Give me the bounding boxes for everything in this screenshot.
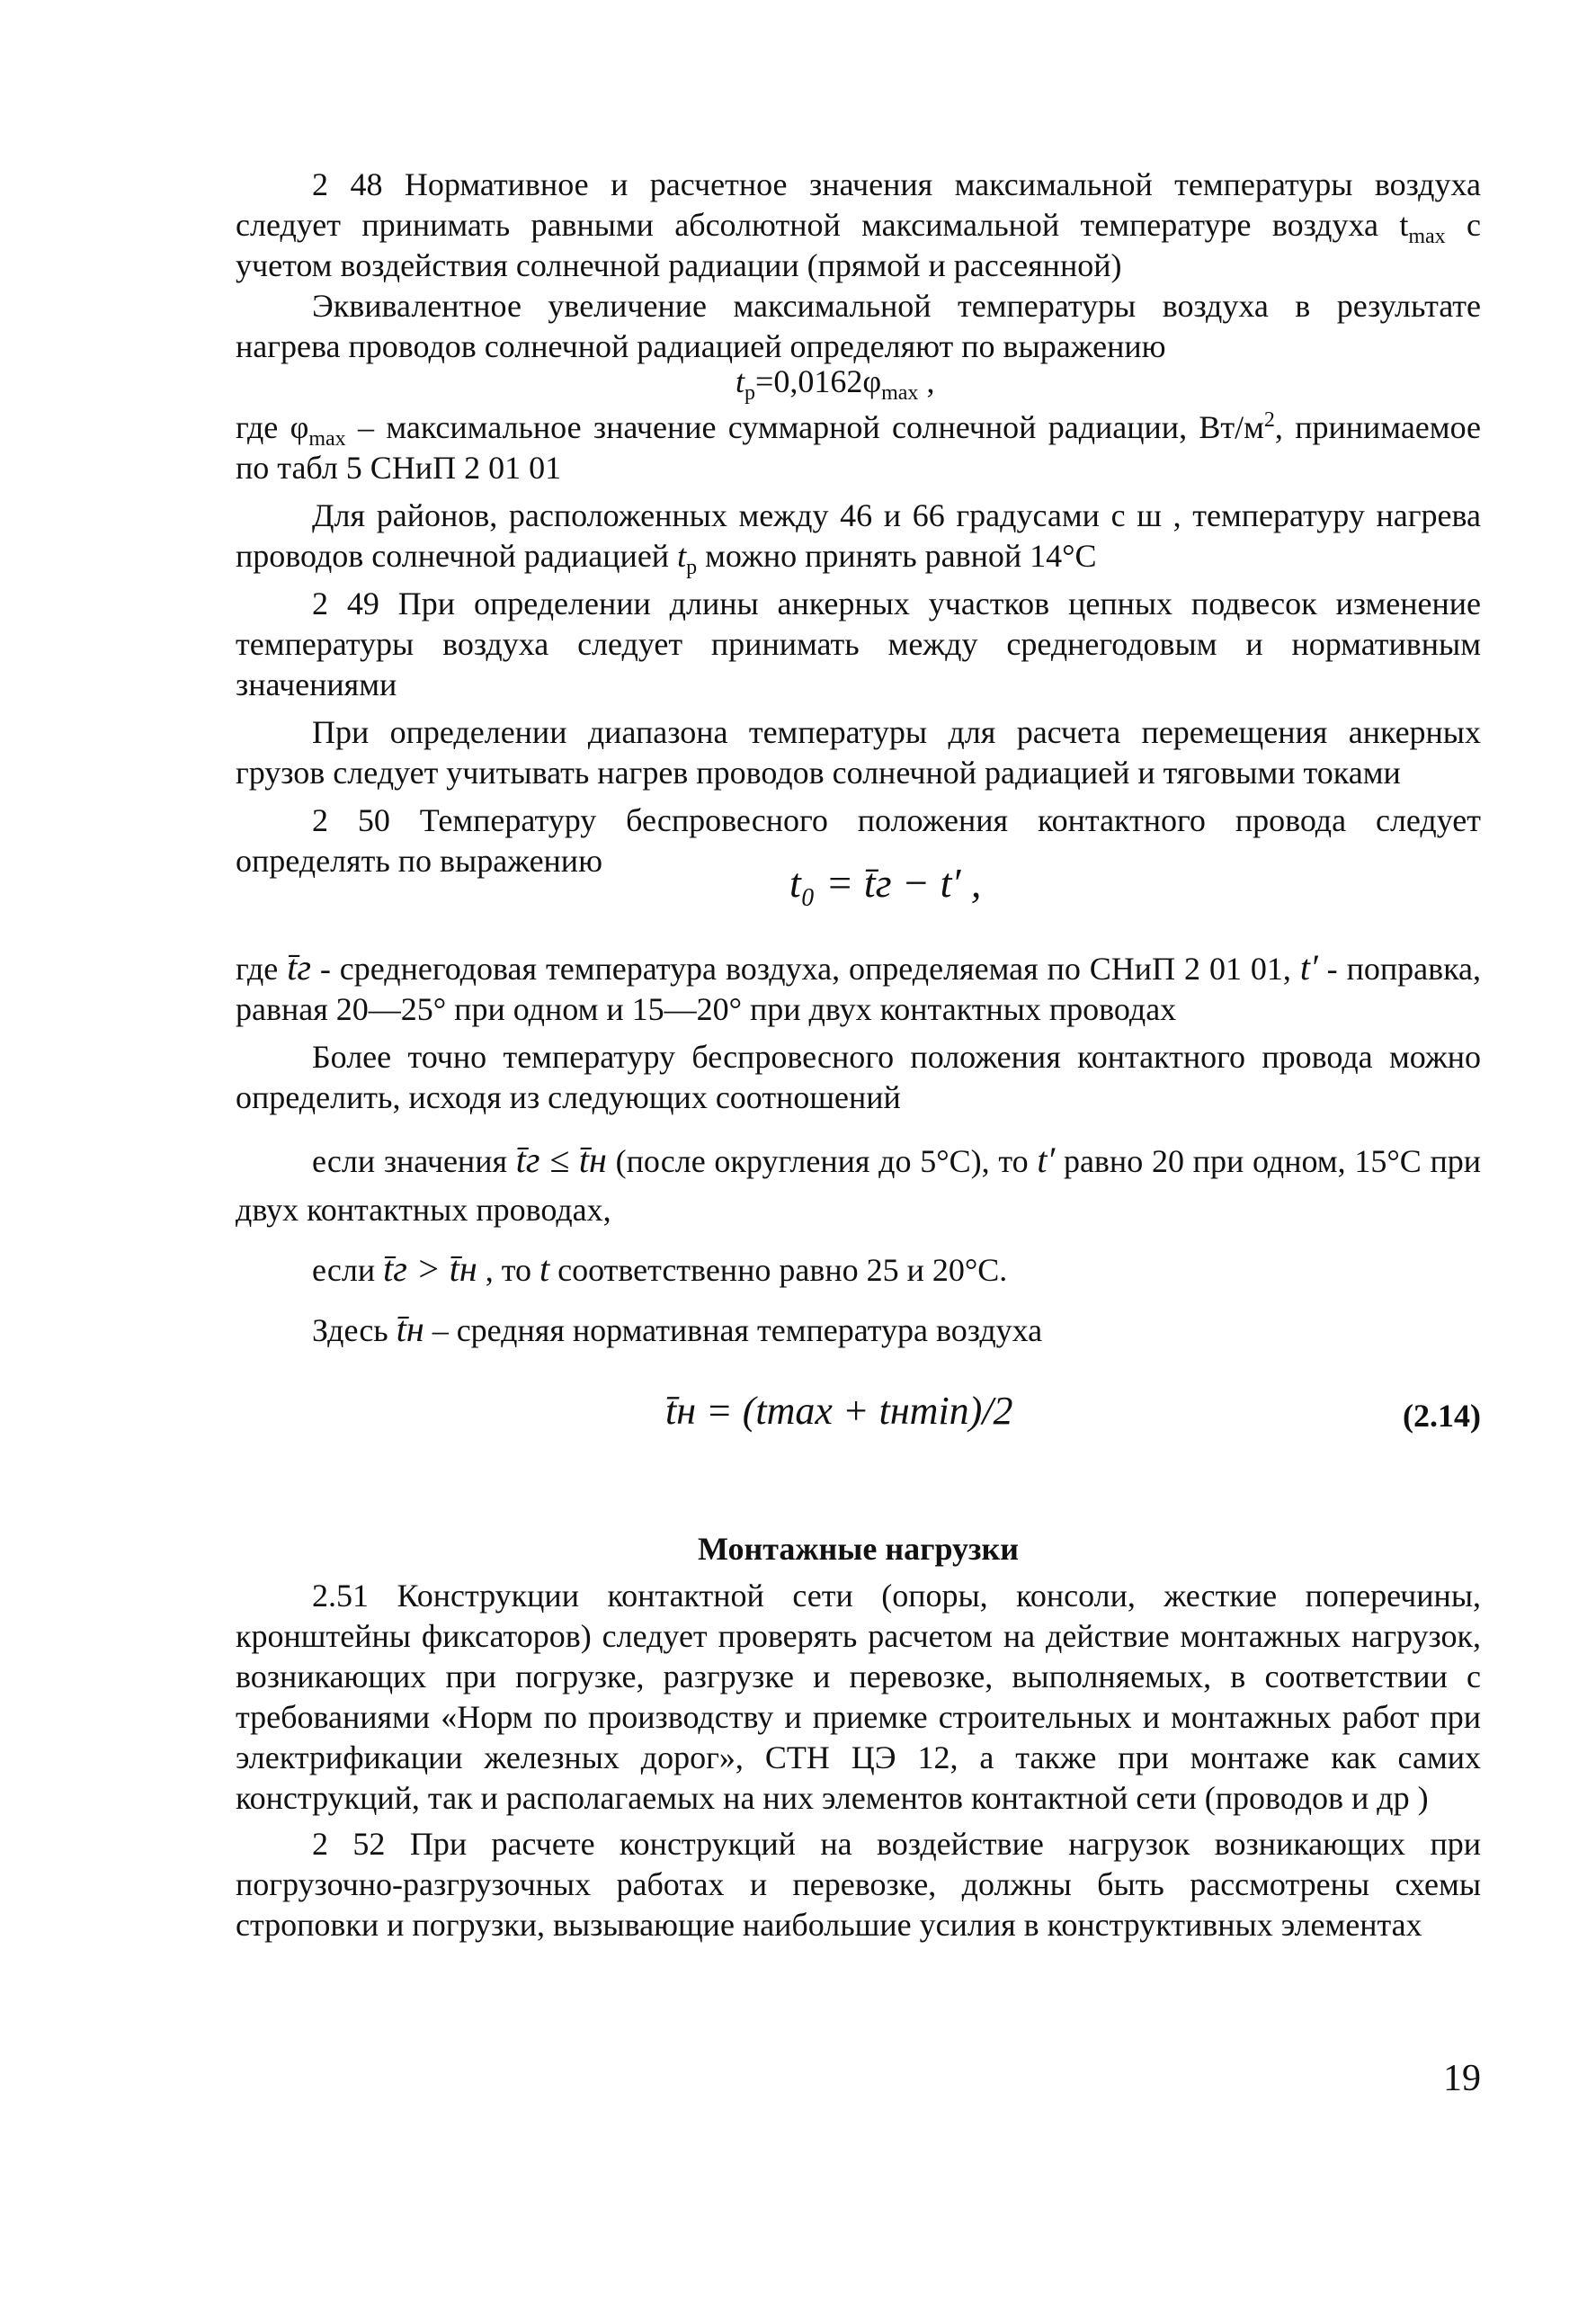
paragraph-here: Здесь t̄н – средняя нормативная температура воздуха	[312, 1309, 1043, 1349]
paragraph-2-48-c: где $\varphi_{max}$ – максимальное значение суммарной солнечной радиации, $Вт/м^2$, принимаемое по табл 5 СНиП 2 01 01	[236, 408, 1481, 486]
paragraph-2-50-b: где t̄г - среднегодовая температура воздуха, определяемая по СНиП 2 01 01, t′ - поправка, равная 20—25° при одном и 15—20° при двух контактных проводах	[236, 947, 1481, 1027]
page-number: 19	[1443, 2058, 1481, 2099]
paragraph-2-50-c: Более точно температуру беспровесного положения контактного провода можно определить, исходя из следующих соотношений	[236, 1039, 1481, 1115]
formula-2-14: t̄н = (tmax + tнmin)/2	[665, 1389, 1013, 1433]
condition-1: если значения t̄г ≤ t̄н (после округления до 5°С), то t′ равно 20 при одном, 15°С при двух контактных проводах,	[236, 1140, 1482, 1228]
section-2-48	[236, 165, 1481, 367]
equation-number: (2.14)	[1403, 1398, 1481, 1434]
paragraph-2-49-b: При определении диапазона температуры для расчета перемещения анкерных грузов следует учитывать нагрев проводов солнечной радиацией и тяговыми токами	[236, 714, 1481, 791]
section-heading: Монтажные нагрузки	[698, 1531, 1019, 1567]
paragraph-2-50-a: 2 50 Температуру беспровесного положения контактного провода следует определять по выражению	[236, 802, 1481, 879]
paragraph-2-48-a: 2 48 Нормативное и расчетное значения максимальной температуры воздуха следует принимать равными абсолютной максимальной температуре воздуха $t_{max}$ с учетом воздействия солнечной радиации (прямой и рассеянной)	[236, 166, 1481, 283]
condition-2: если t̄г > t̄н , то t соответственно равно 25 и 20°С.	[312, 1248, 1008, 1289]
paragraph-2-49-a: 2 49 При определении длины анкерных участков цепных подвесок изменение температуры воздуха следует принимать между среднегодовым и нормативным значениями	[236, 586, 1481, 702]
formula-t0: t₀ = t̄г − t′ ,	[789, 860, 982, 906]
paragraph-2-48-d: Для районов, расположенных между 46 и 66 градусами с ш , температуру нагрева проводов солнечной радиацией $t_р$ можно принять равной 14°С	[236, 497, 1481, 580]
paragraph-2-51: 2.51 Конструкции контактной сети (опоры, консоли, жесткие поперечины, кронштейны фиксаторов) следует проверять расчетом на действие монтажных нагрузок, возникающих при погрузке, разгрузке и перевозке, выполняемых, в соответствии с требованиями «Норм по производству и приемке строительных и монтажных работ при электрификации железных дорог», СТН ЦЭ 12, а также при монтаже как самих конструкций, так и располагаемых на них элементов контактной сети (проводов и др )	[236, 1578, 1481, 1816]
section-2-50	[236, 947, 1481, 1351]
section-2-48-cont	[236, 407, 1481, 881]
section-2-51	[236, 1576, 1481, 1945]
paragraph-2-48-b: Эквивалентное увеличение максимальной температуры воздуха в результате нагрева проводов солнечной радиацией определяют по выражению	[236, 288, 1481, 364]
paragraph-2-52: 2 52 При расчете конструкций на воздействие нагрузок возникающих при погрузочно-разгрузочных работах и перевозке, должны быть рассмотрены схемы строповки и погрузки, вызывающие наибольшие усилия в конструктивных элементах	[236, 1826, 1481, 1943]
formula-tp: $t_р=0,0162\varphi_{max}$ ,	[736, 363, 935, 406]
